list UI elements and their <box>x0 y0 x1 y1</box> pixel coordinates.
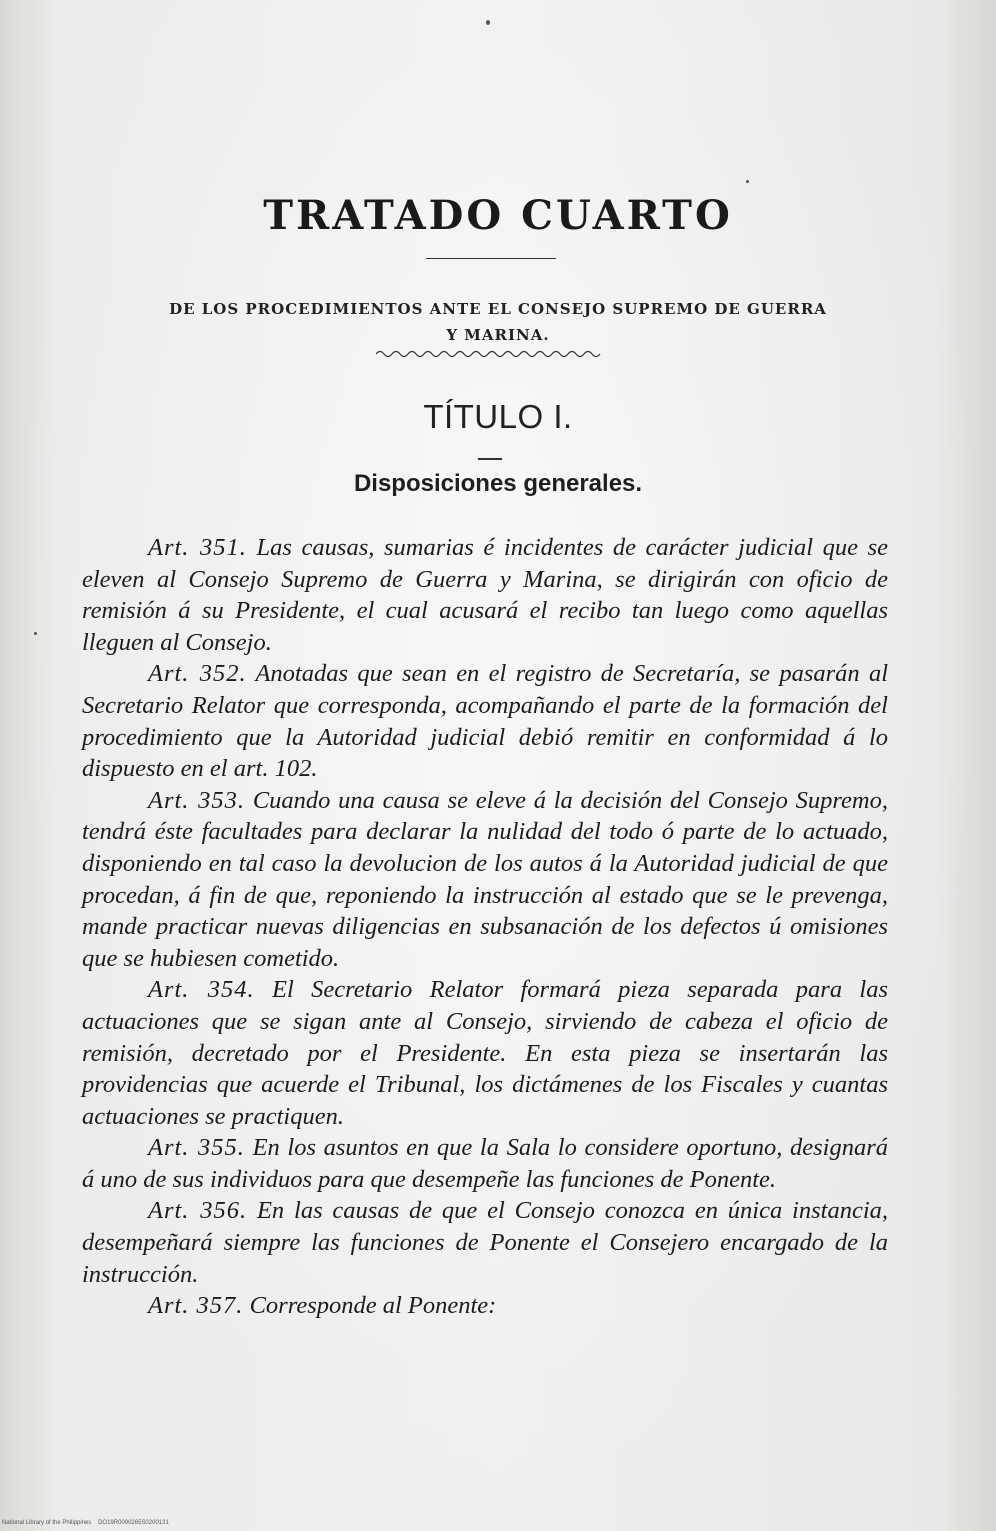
section-subtitle: Disposiciones generales. <box>353 470 643 497</box>
scan-footer <box>2 1520 169 1526</box>
subtitle-line-2: Y MARINA. <box>446 326 550 344</box>
article-text: Cuando una causa se eleve á la decisión del Consejo Supremo, tendrá éste facultades para declarar la nulidad del todo ó parte de lo actuado, disponiendo en tal caso la devolucion de los autos á la Autoridad judicial de que procedan, á fin de que, reponiendo la instrucción al estado que se le prevenga, mande practicar nuevas diligencias en subsanación de los defectos ú omisiones que se hubiesen cometido. <box>82 786 888 972</box>
wavy-divider <box>376 348 602 360</box>
article-text: Las causas, sumarias é incidentes de carácter judicial que se eleven al Consejo Supremo de Guerra y Marina, se dirigirán con oficio de remisión á su Presidente, el cual acusará el recibo tan luego como aquellas lleguen al Consejo. <box>82 534 889 656</box>
article-text: El Secretario Relator formará pieza separada para las actuaciones que se sigan ante al Consejo, sirviendo de cabeza el oficio de remisión, decretado por el Presidente. En esta pieza se insertarán las providencias que acuerde el Tribunal, los dictámenes de los Fiscales y cuantas actuaciones se practiquen. <box>82 976 889 1130</box>
article-355 <box>82 1132 888 1195</box>
article-text: En las causas de que el Consejo conozca en única instancia, desempeñará siempre las funciones de Ponente el Consejero encargado de la instrucción. <box>82 1197 889 1288</box>
article-text: Anotadas que sean en el registro de Secretaría, se pasarán al Secretario Relator que corresponda, acompañando el parte de la formación del procedimiento que la Autoridad judicial debió remitir en conformidad á lo dispuesto en el art. 102. <box>82 660 888 783</box>
section-rule <box>478 458 502 460</box>
article-number: Art. 355. <box>148 1134 245 1162</box>
print-speck <box>486 20 490 25</box>
article-number: Art. 356. <box>148 1197 248 1225</box>
footer-credit: National Library of the Philippines <box>2 1520 92 1526</box>
article-351 <box>82 532 888 658</box>
article-352 <box>82 658 888 784</box>
article-number: Art. 357. <box>148 1292 244 1320</box>
articles-body <box>82 532 888 1322</box>
main-title: TRATADO CUARTO <box>263 192 733 239</box>
article-number: Art. 352. <box>148 660 247 688</box>
article-number: Art. 353. <box>148 786 246 814</box>
article-354 <box>82 974 888 1132</box>
footer-id: DO19R0000265S0200131 <box>98 1520 169 1526</box>
article-text: Corresponde al Ponente: <box>249 1292 497 1320</box>
print-speck <box>746 180 749 183</box>
print-speck <box>34 632 37 635</box>
article-text: En los asuntos en que la Sala lo considere oportuno, designará á uno de sus individuos para que desempeñe las funciones de Ponente. <box>82 1134 888 1193</box>
article-353 <box>82 785 888 975</box>
article-357 <box>82 1290 888 1322</box>
article-number: Art. 354. <box>148 976 255 1004</box>
subtitle-line-1: DE LOS PROCEDIMIENTOS ANTE EL CONSEJO SUPREMO DE GUERRA <box>169 300 827 318</box>
title-rule <box>426 258 556 259</box>
article-356 <box>82 1195 888 1290</box>
subtitle <box>86 296 910 348</box>
article-number: Art. 351. <box>148 534 247 561</box>
section-title: TÍTULO I. <box>423 398 573 435</box>
